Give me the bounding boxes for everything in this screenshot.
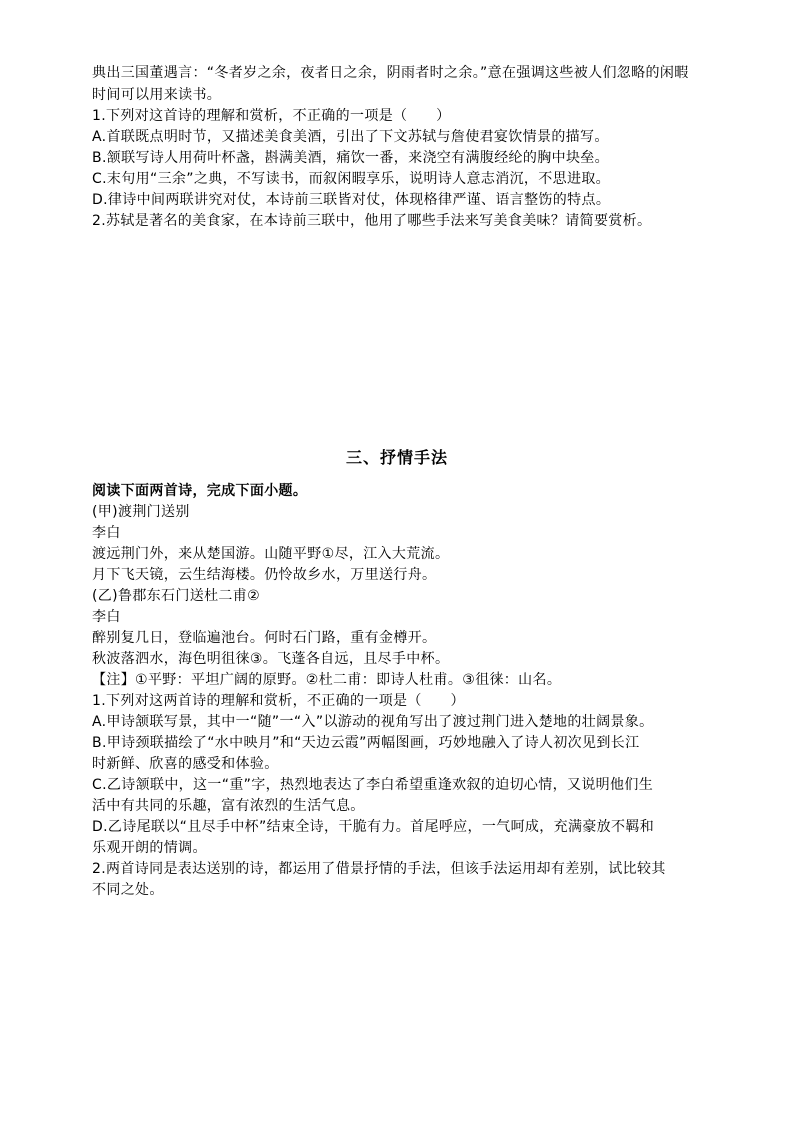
- section-title: 三、抒情手法: [345, 448, 448, 467]
- option-c: C.末句用“三余”之典，不写读书，而叙闲暇享乐，说明诗人意志消沉，不思进取。: [92, 171, 611, 187]
- question-2: 2.两首诗同是表达送别的诗，都运用了借景抒情的手法，但该手法运用却有差别，试比较其: [92, 861, 666, 877]
- question-2: 2.苏轼是著名的美食家，在本诗前三联中，他用了哪些手法来写美食美味？请简要赏析。: [92, 213, 652, 229]
- question-1: 1.下列对这两首诗的理解和赏析，不正确的一项是（ ）: [92, 693, 465, 709]
- option-c-cont: 活中有共同的乐趣，富有浓烈的生活气息。: [92, 798, 365, 814]
- option-b-cont: 时新鲜、欣喜的感受和体验。: [92, 756, 279, 772]
- option-a: A.首联既点明时节，又描述美食美酒，引出了下文苏轼与詹使君宴饮情景的描写。: [92, 129, 609, 145]
- text-line: 典出三国董遇言：“冬者岁之余，夜者日之余，阴雨者时之余。”意在强调这些被人们忽略的闲暇: [92, 65, 689, 81]
- option-d-cont: 乐观开朗的情调。: [92, 840, 207, 856]
- option-c: C.乙诗颔联中，这一“重”字，热烈地表达了李白希望重逢欢叙的迫切心情，又说明他们生: [92, 777, 654, 793]
- option-b: B.颔联写诗人用荷叶杯盏，斟满美酒，痛饮一番，来浇空有满腹经纶的胸中块垒。: [92, 150, 610, 166]
- poem2-title: (乙)鲁郡东石门送杜二甫②: [92, 588, 261, 604]
- poem2-line: 醉别复几日，登临遍池台。何时石门路，重有金樽开。: [92, 630, 437, 646]
- poem1-line: 渡远荆门外，来从楚国游。山随平野①尽，江入大荒流。: [92, 546, 450, 562]
- poem2-author: 李白: [92, 609, 121, 625]
- option-d: D.乙诗尾联以“且尽手中杯”结束全诗，干脆有力。首尾呼应，一气呵成，充满豪放不羁和: [92, 819, 655, 835]
- notes: 【注】①平野：平坦广阔的原野。②杜二甫：即诗人杜甫。③徂徕：山名。: [92, 672, 562, 688]
- poem2-line: 秋波落泗水，海色明徂徕③。飞蓬各自远，且尽手中杯。: [92, 651, 450, 667]
- question-2-cont: 不同之处。: [92, 882, 164, 898]
- poem1-title: (甲)渡荆门送别: [92, 504, 190, 520]
- option-b: B.甲诗颈联描绘了“水中映月”和“天边云霞”两幅图画，巧妙地融入了诗人初次见到长江: [92, 735, 640, 751]
- reading-instruction: 阅读下面两首诗，完成下面小题。: [92, 483, 308, 499]
- option-a: A.甲诗颔联写景，其中一“随”一“入”以游动的视角写出了渡过荆门进入楚地的壮阔景象。: [92, 714, 654, 730]
- text-line: 时间可以用来读书。: [92, 87, 222, 103]
- option-d: D.律诗中间两联讲究对仗，本诗前三联皆对仗，体现格律严谨、语言整饬的特点。: [92, 192, 611, 208]
- poem1-line: 月下飞天镜，云生结海楼。仍怜故乡水，万里送行舟。: [92, 567, 437, 583]
- poem1-author: 李白: [92, 525, 121, 541]
- question-1: 1.下列对这首诗的理解和赏析，不正确的一项是（ ）: [92, 108, 451, 124]
